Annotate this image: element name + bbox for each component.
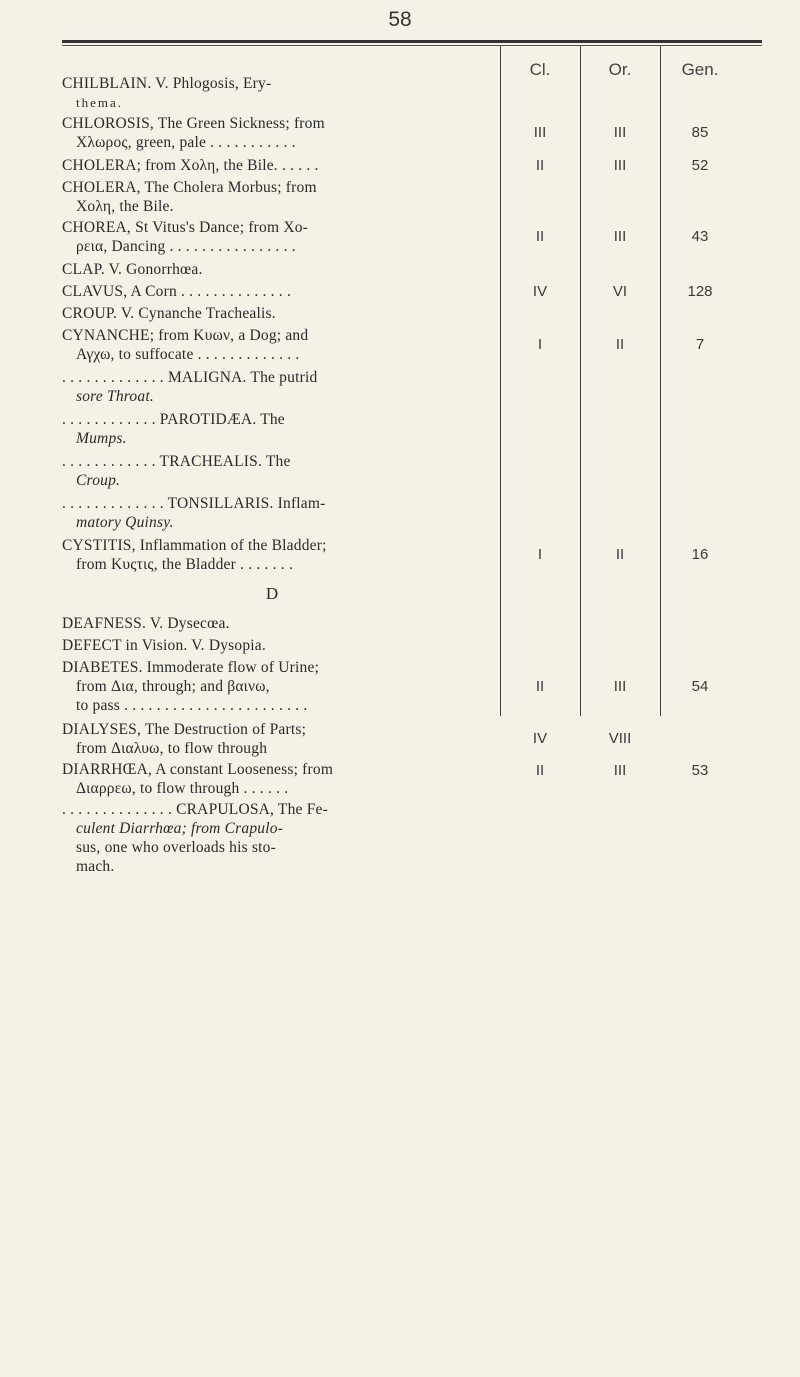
entry-line: DIABETES. Immoderate flow of Urine; [62,659,320,676]
cell-order: III [613,762,627,779]
entry-line: CYSTITIS, Inflammation of the Bladder; [62,537,327,554]
entry-line: Αγχω, to suffocate . . . . . . . . . . . . . [76,346,300,363]
column-divider [580,46,581,716]
entry-line: from Διαλυω, to flow through [76,740,268,757]
entry-cynanche [62,326,482,364]
entry-line: DEFECT in Vision. V. Dysopia. [62,637,266,654]
entry-line: mach. [76,858,115,875]
entry-cystitis [62,536,482,574]
cell-genus: 128 [687,283,713,300]
entry-line: CYNANCHE; from Κυων, a Dog; and [62,327,309,344]
cell-class: I [537,546,543,563]
cell-order: VI [612,283,628,300]
entry-line: DIALYSES, The Destruction of Parts; [62,721,307,738]
column-header-class: Cl. [529,60,551,79]
entry-line: culent Diarrhœa; from Crapulo- [76,820,284,837]
entry-line: Mumps. [76,430,127,447]
entry-line: CHOREA, St Vitus's Dance; from Χο- [62,219,309,236]
cell-class: II [535,157,545,174]
entry-line: Χολη, the Bile. [76,198,174,215]
entry-line: DIARRHŒA, A constant Looseness; from [62,761,334,778]
entry-diabetes [62,658,482,715]
entry-line: . . . . . . . . . . . . . MALIGNA. The putrid [62,369,318,386]
page-number: 58 [388,8,412,31]
entry-line: CLAP. V. Gonorrhœa. [62,261,203,278]
column-header-order: Or. [608,60,632,79]
header-rule [62,40,762,43]
entry-cynanche-parotidaea [62,410,482,448]
cell-class: II [535,762,545,779]
cell-order: III [613,228,627,245]
cell-order: II [615,546,625,563]
cell-genus: 54 [691,678,709,695]
entry-line: CHLOROSIS, The Green Sickness; from [62,115,325,132]
entry-cholera [62,156,482,175]
cell-genus: 85 [691,124,709,141]
entry-clap [62,260,482,279]
entry-cynanche-trachealis [62,452,482,490]
column-divider [500,46,501,716]
entry-line: Croup. [76,472,121,489]
cell-genus: 43 [691,228,709,245]
entry-dialyses [62,720,482,758]
header-rule-thin [62,45,762,46]
entry-line: . . . . . . . . . . . . . TONSILLARIS. Inflam- [62,495,326,512]
column-divider [660,46,661,716]
entry-line: ρεια, Dancing . . . . . . . . . . . . . . . . [76,238,296,255]
entry-line: sore Throat. [76,388,154,405]
entry-line: from Κυςτις, the Bladder . . . . . . . [76,556,294,573]
entry-line: Χλωρος, green, pale . . . . . . . . . . . [76,134,296,151]
cell-order: III [613,124,627,141]
entry-line: CLAVUS, A Corn . . . . . . . . . . . . . . [62,283,292,300]
cell-genus: 53 [691,762,709,779]
entry-line: sus, one who overloads his sto- [76,839,276,856]
entry-chorea [62,218,482,256]
cell-class: II [535,228,545,245]
entry-clavus [62,282,482,301]
entry-chilblain [62,74,482,112]
entry-cynanche-maligna [62,368,482,406]
entry-line: from Δια, through; and βαινω, [76,678,270,695]
entry-line: CHILBLAIN. V. Phlogosis, Ery- [62,75,272,92]
cell-genus: 52 [691,157,709,174]
cell-class: IV [532,283,548,300]
cell-order: II [615,336,625,353]
entry-cynanche-tonsillaris [62,494,482,532]
entry-line: CHOLERA; from Χολη, the Bile. . . . . . [62,157,319,174]
entry-line: . . . . . . . . . . . . . . CRAPULOSA, The Fe- [62,801,328,818]
entry-defect-vision [62,636,482,655]
column-header-genus: Gen. [681,60,719,79]
entry-line: . . . . . . . . . . . . TRACHEALIS. The [62,453,291,470]
entry-line: . . . . . . . . . . . . PAROTIDÆA. The [62,411,285,428]
entry-line: DEAFNESS. V. Dysecœa. [62,615,230,632]
cell-order: III [613,157,627,174]
entry-line: Διαρρεω, to flow through . . . . . . [76,780,289,797]
entry-deafness [62,614,482,633]
entry-cholera-morbus [62,178,482,216]
cell-genus: 16 [691,546,709,563]
entry-croup [62,304,482,323]
entry-chlorosis [62,114,482,152]
cell-class: IV [532,730,548,747]
entry-diarrhoea [62,760,482,798]
cell-class: III [533,124,547,141]
entry-line: CROUP. V. Cynanche Trachealis. [62,305,276,322]
cell-genus: 7 [695,336,705,353]
cell-order: VIII [608,730,632,747]
entry-line: thema. [76,95,124,110]
cell-order: III [613,678,627,695]
entry-diarrhoea-crapulosa [62,800,482,876]
entry-line: matory Quinsy. [76,514,174,531]
cell-class: I [537,336,543,353]
cell-class: II [535,678,545,695]
section-letter: D [265,584,279,603]
entry-line: CHOLERA, The Cholera Morbus; from [62,179,317,196]
entry-line: to pass . . . . . . . . . . . . . . . . . . . . . . . [76,697,308,714]
